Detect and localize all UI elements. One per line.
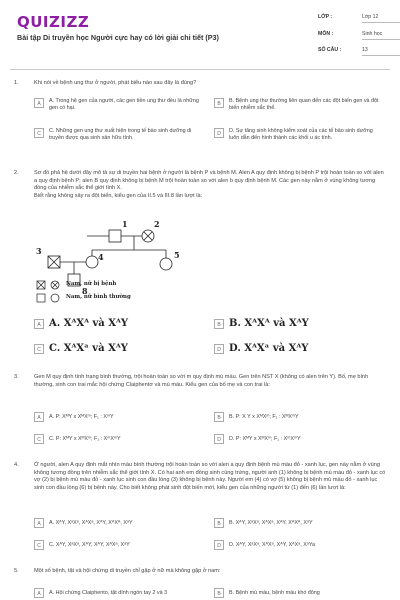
option-letter: A	[34, 98, 44, 108]
individual-5	[160, 258, 172, 270]
option-letter: B	[214, 98, 224, 108]
option-text: D. Sự tăng sinh không kiểm soát của các tế bào sinh dưỡng luôn dẫn đến hình thành các khối u ác tính.	[229, 128, 373, 142]
option-letter: A	[34, 412, 44, 422]
option-letter: B	[214, 588, 224, 598]
subject-value: Sinh học	[362, 31, 383, 37]
question-text: Gen M quy định tính trạng bình thường, trội hoàn toàn so với m quy định mù màu. Gen trên NST X (không có alen trên Y). Bố, mẹ bình thường, sinh con trai mắc hội chứng Claiphentơ và mù màu. Kiểu gen của bố mẹ và con trai là:	[34, 374, 369, 388]
option-text: B. XᴬXᴬ và XᴬY	[229, 318, 309, 329]
header	[0, 0, 400, 66]
option-text: A. Trong hệ gen của người, các gen tiền ung thư đều là những gen có hại.	[49, 98, 199, 112]
option-letter: D	[214, 540, 224, 550]
individual-4	[86, 256, 98, 268]
quizizz-logo: QUIZIZZ	[17, 13, 90, 31]
option-text: D. P: XᴹY x XᴹXᵐ; F₁ : XᵐXᵐY	[229, 436, 301, 442]
option-text: B. Bệnh mù màu, bệnh máu khó đông	[229, 590, 320, 596]
option-letter: C	[34, 434, 44, 444]
question-number: 1.	[14, 80, 19, 86]
legend-normal-text: Nam, nữ bình thường	[66, 294, 131, 300]
label-3: 3	[36, 246, 42, 256]
question-number: 5.	[14, 568, 19, 574]
question-count-label: SỐ CÂU :	[318, 47, 342, 53]
option-text: C. P: XᴹY x XᴹXᵐ; F₁ : XᵐXᵐY	[49, 436, 121, 442]
option-text: B. P: X Y x XᴹXᵐ; F₁ : XᴹXᵐY	[229, 414, 299, 420]
option-text: B. Bệnh ung thư thường liên quan đến các đột biến gen và đột biến nhiễm sắc thể.	[229, 98, 379, 112]
question-number: 4.	[14, 462, 19, 468]
option-letter: D	[214, 128, 224, 138]
subject-underline	[362, 39, 400, 40]
grade-value: Lớp 12	[362, 14, 379, 20]
option-letter: C	[34, 128, 44, 138]
option-text: A. Hội chứng Claiphento, tật dính ngón tay 2 và 3	[49, 590, 168, 596]
individual-1	[109, 230, 121, 242]
individual-2	[142, 230, 154, 242]
legend-sick	[36, 280, 176, 290]
question-text: Một số bệnh, tật và hội chứng di truyền chỉ gặp ở nữ mà không gặp ở nam:	[34, 568, 221, 574]
option-letter: D	[214, 434, 224, 444]
label-1: 1	[122, 219, 128, 229]
option-letter: A	[34, 518, 44, 528]
option-text: C. XᴬXᵃ và XᴬY	[49, 343, 128, 354]
question-number: 3.	[14, 374, 19, 380]
option-text: C. XᴬY, XᵃXᵃ, XᴬY, XᴬY, XᴬXᵃ, XᵃY	[49, 542, 130, 548]
option-text: C. Những gen ung thư xuất hiện trong tế bào sinh dưỡng di truyền được qua sinh sản hữu tính.	[49, 128, 192, 142]
question-text: Ở người, alen A quy định mắt nhìn màu bình thường trội hoàn toàn so với alen a quy định bệnh mù màu đỏ - xanh lục, gen này nằm ở vùng không tương đồng trên nhiễm sắc thể giới tính X. Có hai anh em đồng sinh cùng trứng, người anh (1) không bị bệnh mù màu đỏ - xanh lục có vợ (2) bị bệnh mù màu đỏ - xanh lục sinh con đầu lòng (3) không bị bệnh này. Người em (4) có vợ (5) không bị bệnh mù màu đỏ - xanh lục sinh con đầu lòng (6) bị bệnh này. Cho biết không phát sinh đột biến mới, kiểu gen của những người từ (1) đến (6) lần lượt là:	[34, 462, 386, 491]
label-4: 4	[98, 252, 104, 262]
legend-sick-icons	[36, 280, 64, 290]
question-number: 2.	[14, 170, 19, 176]
option-letter: C	[34, 344, 44, 354]
option-letter: A	[34, 319, 44, 329]
question-count-underline	[362, 55, 400, 56]
subject-label: MÔN :	[318, 31, 334, 37]
option-letter: B	[214, 412, 224, 422]
option-letter: B	[214, 319, 224, 329]
header-divider	[10, 69, 390, 70]
question-text: Sơ đồ phả hệ dưới đây mô tả sự di truyền hai bệnh ở người là bệnh P và bệnh M. Alen A quy định không bị bệnh P trội hoàn toàn so với alen a quy định bệnh P; alen B quy định không bị bệnh M trội hoàn toàn so với alen b quy định bệnh M. Các gen này nằm ở vùng không tương đồng của nhiễm sắc thể giới tính X. Biết rằng không xảy ra đột biến, kiểu gen của II.5 và III.8 lần lượt là:	[34, 170, 384, 199]
option-text: A. P: XᴹY x XᴹXᵐ; F₁ : XᵐY	[49, 414, 114, 420]
grade-label: LỚP :	[318, 14, 333, 20]
label-5: 5	[174, 250, 180, 260]
individual-3	[48, 256, 60, 268]
legend-normal	[36, 293, 176, 303]
option-letter: C	[34, 540, 44, 550]
worksheet-title: Bài tập Di truyền học Người cực hay có lời giải chi tiết (P3)	[17, 33, 219, 42]
option-text: D. XᴬY, XᵃXᵃ, XᴬXᵃ, XᴬY, XᴬXᵃ, XᵃYa	[229, 542, 316, 548]
option-letter: B	[214, 518, 224, 528]
option-letter: A	[34, 588, 44, 598]
legend-sick-text: Nam, nữ bị bệnh	[66, 281, 117, 287]
option-text: A. XᴬXᴬ và XᴬY	[49, 318, 129, 329]
grade-underline	[362, 22, 400, 23]
option-letter: D	[214, 344, 224, 354]
option-text: A. XᴬY, XᵃXᵃ, XᴬXᵃ, XᴬY, XᴬXᴬ, XᵃY	[49, 520, 133, 526]
option-text: D. XᴬXᵃ và XᴬY	[229, 343, 309, 354]
question-count-value: 13	[362, 47, 368, 53]
question-text: Khi nói về bệnh ung thư ở người, phát biểu nào sau đây là đúng?	[34, 80, 197, 86]
label-8: 8	[82, 286, 88, 296]
label-2: 2	[154, 219, 160, 229]
legend-normal-icons	[36, 293, 64, 303]
option-text: B. XᴬY, XᵃXᵃ, XᴬXᵃ, XᴬY, XᴬXᴬ, XᵃY	[229, 520, 313, 526]
